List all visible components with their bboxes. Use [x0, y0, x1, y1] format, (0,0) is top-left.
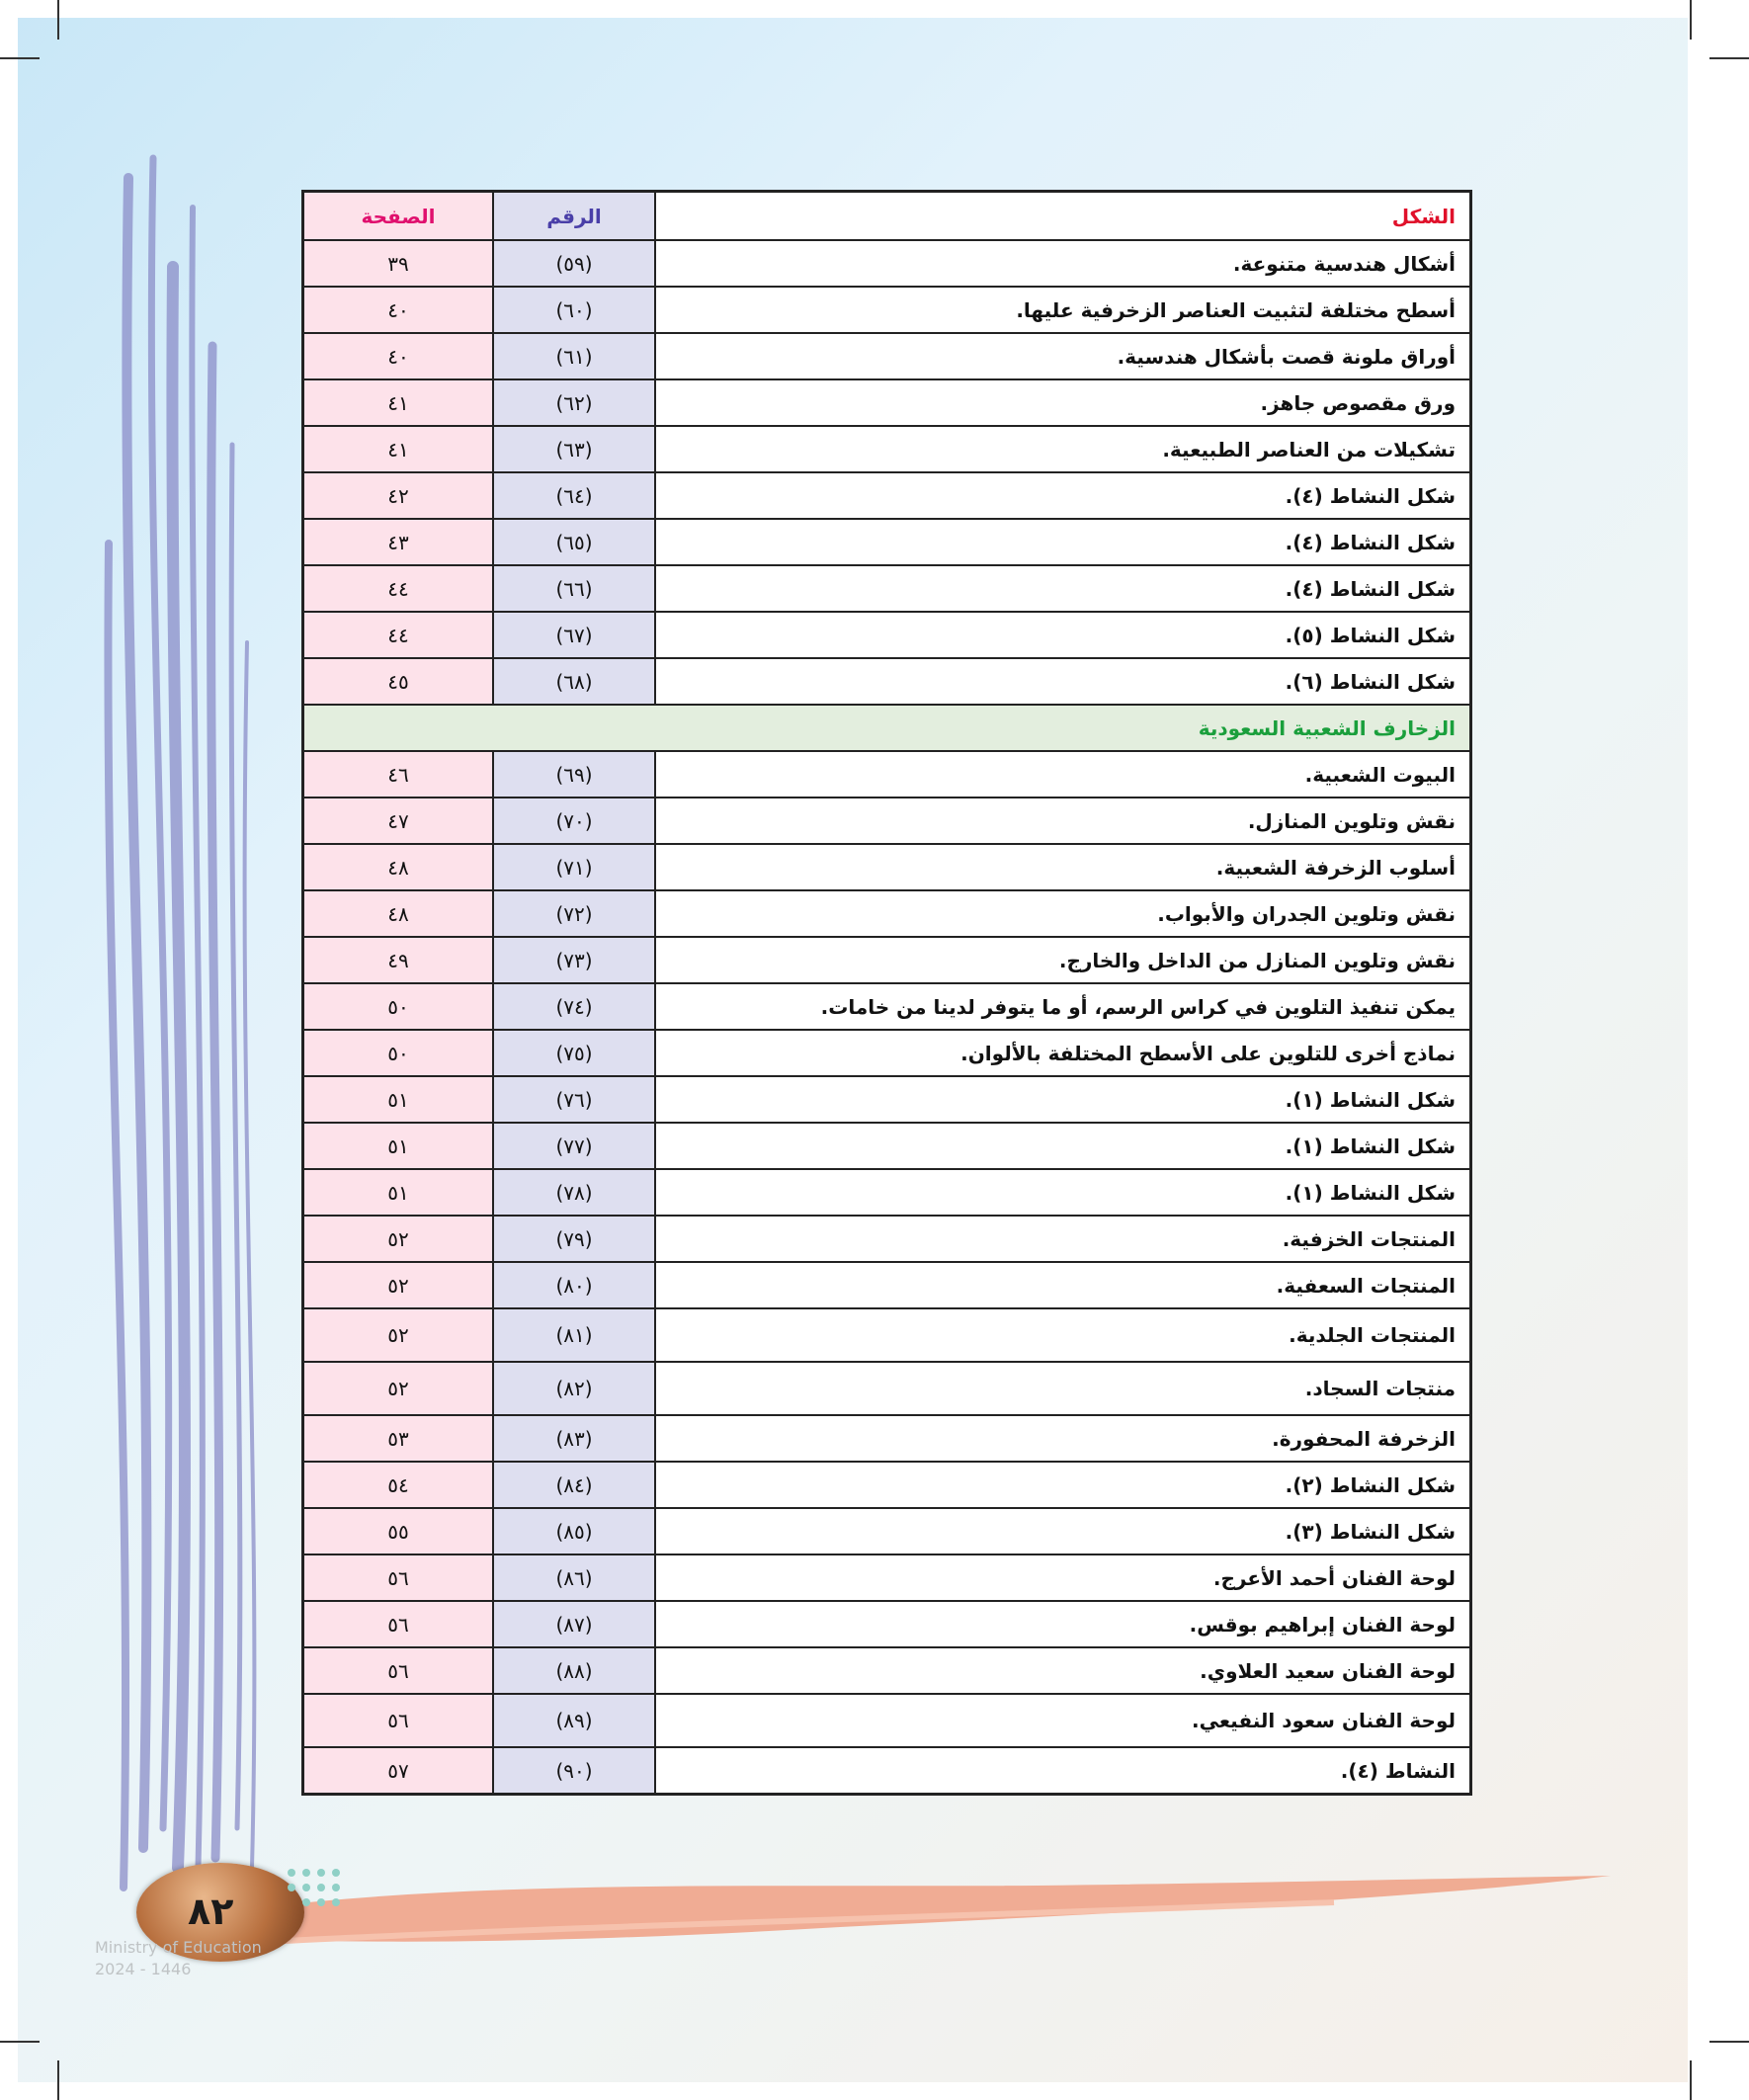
- crop-mark: [1709, 57, 1749, 59]
- cell-page: ٥١: [303, 1123, 494, 1169]
- cell-page: ٥٢: [303, 1216, 494, 1262]
- cell-number: (٨٣): [493, 1415, 655, 1462]
- decorative-brush-stroke: [148, 1858, 1630, 1976]
- table-row: [303, 983, 1471, 1030]
- cell-shape: أشكال هندسية متنوعة.: [655, 240, 1471, 287]
- table-row: [303, 798, 1471, 844]
- table-row: [303, 658, 1471, 705]
- cell-shape: ورق مقصوص جاهز.: [655, 379, 1471, 426]
- table-row: [303, 333, 1471, 379]
- table-body: [303, 240, 1471, 1795]
- table-row: [303, 1362, 1471, 1415]
- cell-number: (٨١): [493, 1308, 655, 1362]
- cell-number: (٧٨): [493, 1169, 655, 1216]
- cell-shape: المنتجات الجلدية.: [655, 1308, 1471, 1362]
- cell-number: (٧٦): [493, 1076, 655, 1123]
- figures-index-table: [301, 190, 1472, 1796]
- ministry-logo-dots: [282, 1863, 351, 1922]
- figures-index-table-container: [301, 190, 1472, 1796]
- table-row: [303, 1076, 1471, 1123]
- table-row: [303, 1747, 1471, 1795]
- section-title: الزخارف الشعبية السعودية: [303, 705, 1471, 751]
- cell-number: (٧٥): [493, 1030, 655, 1076]
- table-row: [303, 1508, 1471, 1554]
- cell-number: (٨٨): [493, 1647, 655, 1694]
- cell-page: ٤٦: [303, 751, 494, 798]
- table-row: [303, 519, 1471, 565]
- cell-number: (٦٣): [493, 426, 655, 472]
- cell-page: ٥٥: [303, 1508, 494, 1554]
- cell-shape: لوحة الفنان سعود النفيعي.: [655, 1694, 1471, 1747]
- cell-page: ٥٣: [303, 1415, 494, 1462]
- cell-number: (٦٩): [493, 751, 655, 798]
- cell-shape: البيوت الشعبية.: [655, 751, 1471, 798]
- cell-number: (٦٧): [493, 612, 655, 658]
- cell-number: (٩٠): [493, 1747, 655, 1795]
- cell-page: ٤٨: [303, 890, 494, 937]
- table-row: [303, 1262, 1471, 1308]
- cell-shape: منتجات السجاد.: [655, 1362, 1471, 1415]
- cell-page: ٥٠: [303, 1030, 494, 1076]
- table-row: [303, 1694, 1471, 1747]
- cell-page: ٥٦: [303, 1694, 494, 1747]
- header-shape: الشكل: [655, 192, 1471, 241]
- table-header-row: [303, 192, 1471, 241]
- cell-shape: شكل النشاط (٤).: [655, 565, 1471, 612]
- cell-number: (٧٢): [493, 890, 655, 937]
- table-row: [303, 379, 1471, 426]
- crop-mark: [57, 2060, 59, 2100]
- cell-page: ٥١: [303, 1169, 494, 1216]
- cell-shape: أسطح مختلفة لتثبيت العناصر الزخرفية عليها.: [655, 287, 1471, 333]
- table-row: [303, 890, 1471, 937]
- decorative-strokes: [89, 148, 287, 1927]
- table-row: [303, 937, 1471, 983]
- cell-shape: أوراق ملونة قصت بأشكال هندسية.: [655, 333, 1471, 379]
- cell-number: (٧٣): [493, 937, 655, 983]
- cell-shape: يمكن تنفيذ التلوين في كراس الرسم، أو ما يتوفر لدينا من خامات.: [655, 983, 1471, 1030]
- cell-number: (٨٢): [493, 1362, 655, 1415]
- cell-shape: شكل النشاط (٣).: [655, 1508, 1471, 1554]
- cell-number: (٧١): [493, 844, 655, 890]
- table-row: [303, 240, 1471, 287]
- ministry-watermark: [95, 1937, 262, 1980]
- cell-shape: النشاط (٤).: [655, 1747, 1471, 1795]
- cell-page: ٥١: [303, 1076, 494, 1123]
- ministry-text: Ministry of Education: [95, 1938, 262, 1957]
- cell-page: ٤٧: [303, 798, 494, 844]
- cell-page: ٥٤: [303, 1462, 494, 1508]
- year-text: 2024 - 1446: [95, 1960, 192, 1978]
- cell-number: (٨٥): [493, 1508, 655, 1554]
- cell-shape: نقش وتلوين المنازل.: [655, 798, 1471, 844]
- cell-shape: لوحة الفنان أحمد الأعرج.: [655, 1554, 1471, 1601]
- cell-page: ٤٥: [303, 658, 494, 705]
- cell-shape: شكل النشاط (٤).: [655, 472, 1471, 519]
- cell-number: (٨٦): [493, 1554, 655, 1601]
- cell-shape: شكل النشاط (٤).: [655, 519, 1471, 565]
- cell-shape: لوحة الفنان سعيد العلاوي.: [655, 1647, 1471, 1694]
- crop-mark: [0, 57, 40, 59]
- cell-shape: شكل النشاط (١).: [655, 1076, 1471, 1123]
- cell-page: ٤٤: [303, 565, 494, 612]
- header-number: الرقم: [493, 192, 655, 241]
- cell-number: (٧٧): [493, 1123, 655, 1169]
- table-row: [303, 1601, 1471, 1647]
- cell-shape: شكل النشاط (٢).: [655, 1462, 1471, 1508]
- cell-number: (٦٢): [493, 379, 655, 426]
- cell-number: (٨٠): [493, 1262, 655, 1308]
- cell-page: ٤٠: [303, 287, 494, 333]
- table-row: [303, 1030, 1471, 1076]
- table-row: [303, 612, 1471, 658]
- crop-mark: [1690, 0, 1692, 40]
- cell-page: ٥٢: [303, 1362, 494, 1415]
- table-row: [303, 287, 1471, 333]
- table-row: [303, 1169, 1471, 1216]
- cell-page: ٥٢: [303, 1262, 494, 1308]
- crop-mark: [1709, 2041, 1749, 2043]
- cell-number: (٨٧): [493, 1601, 655, 1647]
- cell-shape: نماذج أخرى للتلوين على الأسطح المختلفة بالألوان.: [655, 1030, 1471, 1076]
- cell-shape: شكل النشاط (٦).: [655, 658, 1471, 705]
- cell-shape: نقش وتلوين المنازل من الداخل والخارج.: [655, 937, 1471, 983]
- crop-mark: [57, 0, 59, 40]
- cell-page: ٥٦: [303, 1554, 494, 1601]
- table-row: [303, 751, 1471, 798]
- cell-number: (٦٥): [493, 519, 655, 565]
- crop-mark: [0, 2041, 40, 2043]
- cell-page: ٥٦: [303, 1601, 494, 1647]
- table-row: [303, 844, 1471, 890]
- cell-page: ٤١: [303, 379, 494, 426]
- page-number: ٨٢: [188, 1890, 234, 1933]
- table-row: [303, 1123, 1471, 1169]
- table-row: [303, 472, 1471, 519]
- cell-number: (٦٠): [493, 287, 655, 333]
- cell-page: ٤٠: [303, 333, 494, 379]
- cell-number: (٦٤): [493, 472, 655, 519]
- cell-shape: شكل النشاط (١).: [655, 1169, 1471, 1216]
- table-row: [303, 1554, 1471, 1601]
- cell-page: ٤٨: [303, 844, 494, 890]
- cell-page: ٥٢: [303, 1308, 494, 1362]
- cell-shape: المنتجات الخزفية.: [655, 1216, 1471, 1262]
- cell-page: ٥٠: [303, 983, 494, 1030]
- cell-number: (٧٤): [493, 983, 655, 1030]
- cell-shape: المنتجات السعفية.: [655, 1262, 1471, 1308]
- cell-page: ٤٢: [303, 472, 494, 519]
- cell-shape: الزخرفة المحفورة.: [655, 1415, 1471, 1462]
- table-row: [303, 1647, 1471, 1694]
- cell-shape: تشكيلات من العناصر الطبيعية.: [655, 426, 1471, 472]
- cell-shape: نقش وتلوين الجدران والأبواب.: [655, 890, 1471, 937]
- table-row: [303, 1415, 1471, 1462]
- cell-shape: أسلوب الزخرفة الشعبية.: [655, 844, 1471, 890]
- cell-page: ٤٤: [303, 612, 494, 658]
- cell-shape: لوحة الفنان إبراهيم بوقس.: [655, 1601, 1471, 1647]
- cell-number: (٧٠): [493, 798, 655, 844]
- table-row: [303, 426, 1471, 472]
- cell-shape: شكل النشاط (١).: [655, 1123, 1471, 1169]
- cell-number: (٧٩): [493, 1216, 655, 1262]
- cell-number: (٨٤): [493, 1462, 655, 1508]
- cell-page: ٤٣: [303, 519, 494, 565]
- cell-number: (٦٦): [493, 565, 655, 612]
- cell-number: (٦١): [493, 333, 655, 379]
- table-row: [303, 565, 1471, 612]
- table-row: [303, 1462, 1471, 1508]
- cell-number: (٨٩): [493, 1694, 655, 1747]
- table-row: [303, 1308, 1471, 1362]
- cell-shape: شكل النشاط (٥).: [655, 612, 1471, 658]
- header-page: الصفحة: [303, 192, 494, 241]
- cell-number: (٦٨): [493, 658, 655, 705]
- cell-page: ٥٧: [303, 1747, 494, 1795]
- cell-page: ٣٩: [303, 240, 494, 287]
- crop-mark: [1690, 2060, 1692, 2100]
- table-row: [303, 1216, 1471, 1262]
- cell-page: ٥٦: [303, 1647, 494, 1694]
- cell-number: (٥٩): [493, 240, 655, 287]
- cell-page: ٤٩: [303, 937, 494, 983]
- cell-page: ٤١: [303, 426, 494, 472]
- section-row: [303, 705, 1471, 751]
